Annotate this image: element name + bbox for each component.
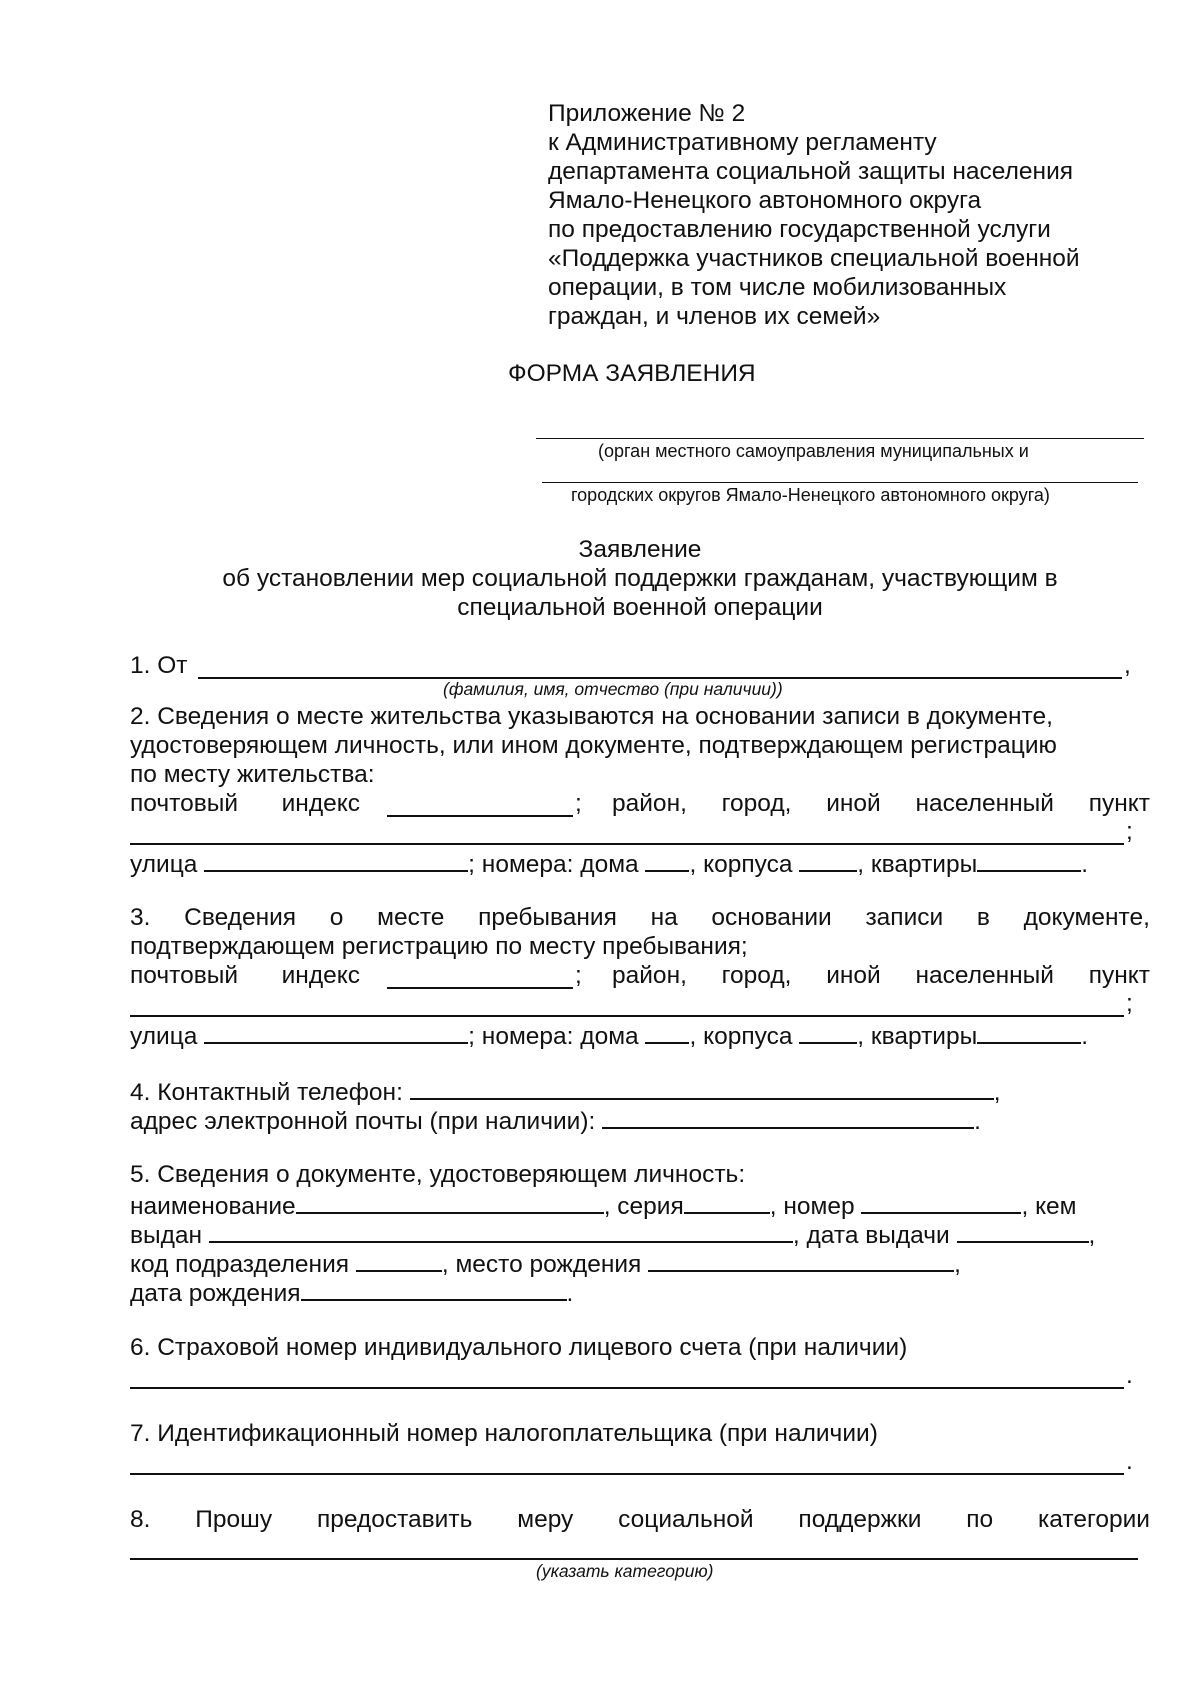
header-line: Ямало-Ненецкого автономного округа [548,187,982,214]
s2-line-1: 2. Сведения о месте жительства указываются на основании записи в документе, [130,703,1053,730]
s7-dot: . [1126,1448,1133,1475]
doc-series-field[interactable] [684,1192,770,1214]
s2-postal-label: почтовый индекс [130,790,360,817]
header-line: департамента социальной защиты населения [548,158,1074,185]
s2-building-field[interactable] [799,850,857,872]
dept-code-field[interactable] [356,1250,442,1272]
s5-row-3: выдан , дата выдачи , [130,1222,1096,1249]
s4-email-row: адрес электронной почты (при наличии): . [130,1108,981,1135]
doc-name-field[interactable] [296,1192,604,1214]
header-line: к Административному регламенту [548,129,937,156]
s2-line-2: удостоверяющем личность, или ином документе, подтверждающем регистрацию [130,732,1057,759]
birthplace-field[interactable] [648,1250,954,1272]
doc-issue-date-field[interactable] [957,1221,1089,1243]
header-line: по предоставлению государственной услуги [548,216,1051,243]
s1-label: 1. От [130,652,188,679]
s2-line-end: ; [1126,818,1133,845]
s3-street-row: улица ; номера: дома , корпуса , квартиры . [130,1023,1089,1050]
birthdate-field[interactable] [301,1279,567,1301]
header-line: Приложение № 2 [548,100,746,127]
s6-dot: . [1126,1362,1133,1389]
recipient-caption-1: (орган местного самоуправления муниципальных и [598,441,1029,461]
s3-line-2: подтверждающем регистрацию по месту пребывания; [130,933,748,960]
header-line: граждан, и членов их семей» [548,303,881,330]
s3-house-field[interactable] [645,1022,689,1044]
s3-line-1: 3. Сведения о месте пребывания на основании записи в документе, [130,904,1150,931]
s2-semicolon: ; [575,790,582,817]
statement-subtitle-2: специальной военной операции [457,594,823,621]
s8-caption: (указать категорию) [536,1561,714,1581]
header-line: «Поддержка участников специальной военной [548,245,1080,272]
recipient-line-2[interactable] [542,482,1138,483]
s3-locality-field[interactable] [130,1015,1124,1017]
doc-number-field[interactable] [861,1192,1021,1214]
recipient-caption-2: городских округов Ямало-Ненецкого автономного округа) [571,485,1050,505]
s2-place-label: район, город, иной населенный пункт [612,790,1150,817]
s3-postal-label: почтовый индекс [130,962,360,989]
s3-apartment-field[interactable] [977,1022,1081,1044]
s3-place-label: район, город, иной населенный пункт [612,962,1150,989]
doc-issuer-field[interactable] [209,1221,793,1243]
s4-phone-row: 4. Контактный телефон: , [130,1079,1001,1106]
s2-postal-index-field[interactable] [387,815,573,817]
s2-street-row: улица ; номера: дома , корпуса , квартиры . [130,851,1089,878]
s1-comma: , [1124,652,1131,679]
s2-locality-field[interactable] [130,843,1124,845]
s2-line-3: по месту жительства: [130,761,375,788]
form-title: ФОРМА ЗАЯВЛЕНИЯ [508,360,756,387]
s5-line-1: 5. Сведения о документе, удостоверяющем личность: [130,1161,746,1188]
snils-field[interactable] [130,1387,1124,1389]
s2-house-field[interactable] [645,850,689,872]
s3-line-end: ; [1126,990,1133,1017]
s8-line: 8. Прошу предоставить меру социальной поддержки по категории [130,1506,1150,1533]
phone-field[interactable] [410,1078,994,1100]
s2-street-field[interactable] [204,850,468,872]
s3-building-field[interactable] [799,1022,857,1044]
category-field[interactable] [130,1558,1138,1560]
s5-row-2: наименование , серия , номер , кем [130,1193,1077,1220]
s5-row-5: дата рождения . [130,1280,574,1307]
statement-title: Заявление [578,536,702,563]
s3-postal-index-field[interactable] [387,987,573,989]
s2-apartment-field[interactable] [977,850,1081,872]
s3-street-field[interactable] [204,1022,468,1044]
recipient-line-1[interactable] [536,438,1144,439]
s3-semicolon: ; [575,962,582,989]
s7-label: 7. Идентификационный номер налогоплательщика (при наличии) [130,1420,878,1447]
inn-field[interactable] [130,1473,1124,1475]
s1-caption: (фамилия, имя, отчество (при наличии)) [443,679,783,699]
s5-row-4: код подразделения , место рождения , [130,1251,961,1278]
email-field[interactable] [602,1107,974,1129]
header-line: операции, в том числе мобилизованных [548,274,1007,301]
s6-label: 6. Страховой номер индивидуального лицевого счета (при наличии) [130,1334,908,1361]
statement-subtitle-1: об установлении мер социальной поддержки гражданам, участвующим в [222,565,1058,592]
